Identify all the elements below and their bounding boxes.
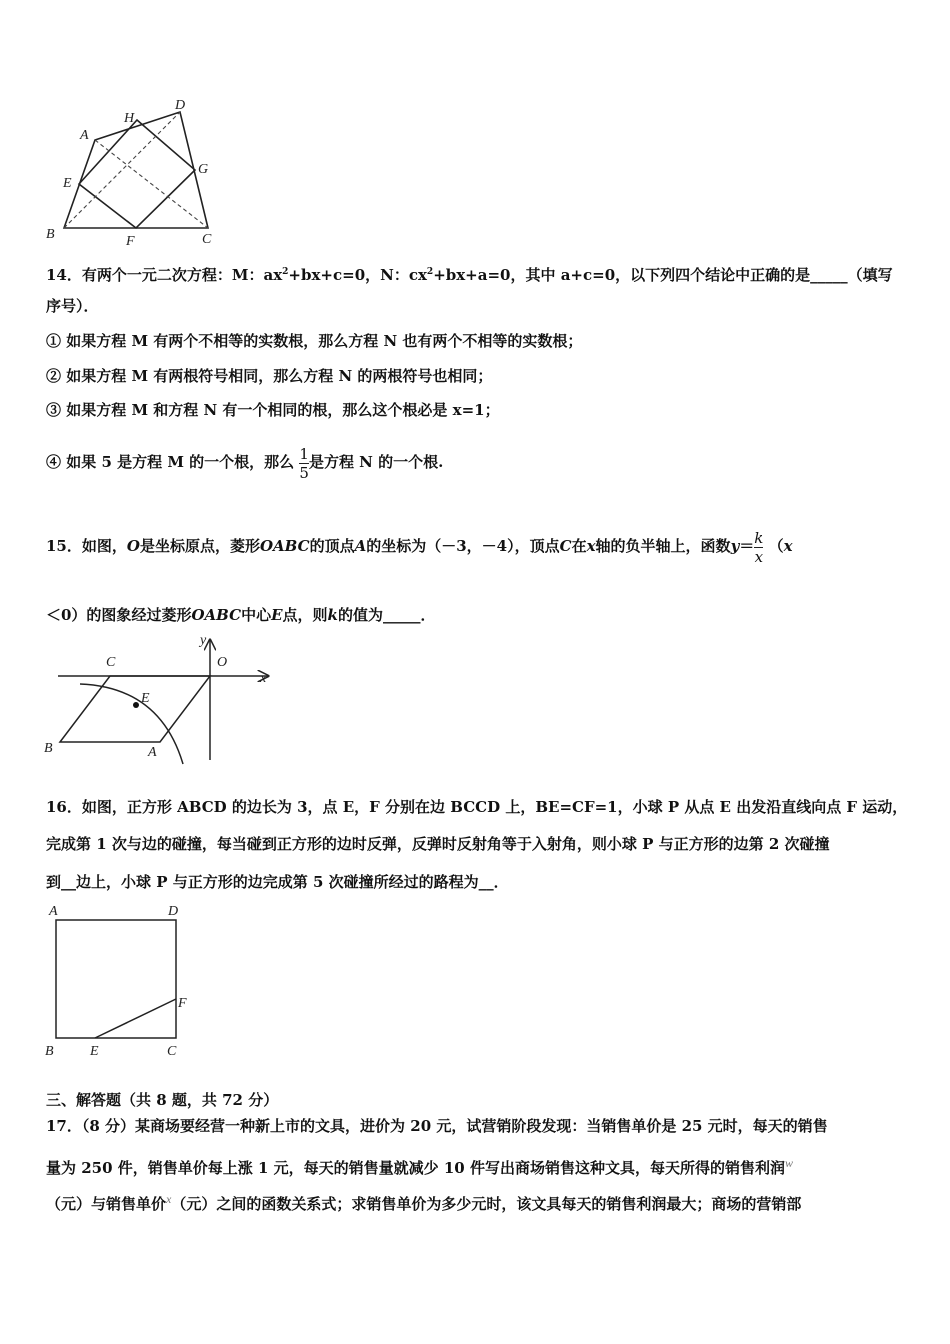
q14-sup1: 2	[282, 267, 289, 277]
figure-quadrilateral	[40, 95, 230, 250]
label-g: G	[198, 162, 209, 177]
label-f: F	[126, 234, 135, 249]
fraction-k-over-x	[754, 529, 763, 566]
label-d: D	[175, 98, 186, 113]
label-b: B	[44, 741, 53, 756]
figure-rhombus-axes	[40, 632, 280, 772]
label-h: H	[124, 111, 135, 126]
q15-e: E	[271, 606, 283, 624]
label-c: C	[202, 232, 212, 247]
q17-line2	[46, 1153, 793, 1178]
label-a: A	[49, 904, 58, 919]
q17-line3	[46, 1189, 801, 1214]
fraction-k: k	[754, 528, 764, 547]
q14-line2: 序号）．	[46, 297, 99, 315]
label-f: F	[178, 996, 187, 1011]
q14-intro: 14．有两个一元二次方程：M：ax	[46, 266, 283, 284]
fraction-one-fifth	[299, 445, 309, 482]
q17-l2: 量为 250 件，销售单价每上涨 1 元，每天的销售量就减少 10 件写出商场销售这种文具，每天所得的销售利润	[46, 1159, 785, 1177]
q15-t3: 的顶点	[309, 537, 355, 555]
q17-l3b: （元）之间的函数关系式；求销售单价为多少元时，该文具每天的销售利润最大；商场的营销部	[171, 1195, 802, 1213]
q15-line1	[46, 522, 793, 570]
q17-w: w	[784, 1156, 793, 1170]
q14-opt4-text-b: 是方程 N 的一个根.	[308, 453, 444, 471]
q15-t5: 在	[571, 537, 587, 555]
q15-oabc: OABC	[259, 537, 310, 555]
q15-k: k	[327, 606, 338, 624]
q15-line2	[46, 605, 435, 625]
figure-square	[40, 898, 200, 1063]
label-e: E	[90, 1044, 99, 1059]
section-title: 三、解答题（共 8 题，共 72 分）	[46, 1091, 279, 1109]
label-x: x	[260, 671, 267, 686]
q15-l2d: 的值为_____．	[337, 606, 436, 624]
q15-t2: 是坐标原点，菱形	[139, 537, 260, 555]
fraction-denominator: 5	[299, 463, 309, 482]
label-a: A	[148, 745, 157, 760]
q15-t1: 15．如图，	[46, 537, 127, 555]
q16-line1: 16．如图，正方形 ABCD 的边长为 3，点 E，F 分别在边 BCCD 上，BE=CF=1，小球 P 从点 E 出发沿直线向点 F 运动，	[46, 798, 908, 816]
q15-oabc2: OABC	[191, 606, 242, 624]
label-b: B	[45, 1044, 54, 1059]
q15-o: O	[126, 537, 140, 555]
fraction-x: x	[754, 547, 764, 566]
q15-x: x	[586, 537, 596, 555]
q15-t6: 轴的负半轴上，函数	[595, 537, 731, 555]
q15-eq: ＝	[739, 537, 755, 555]
q15-x2: x	[783, 537, 793, 555]
q15-l2b: 中心	[241, 606, 272, 624]
label-a: A	[80, 128, 89, 143]
q15-t7: （	[768, 537, 784, 555]
q14-intro2: +bx+c=0，N：cx	[288, 266, 427, 284]
q14-sup2: 2	[426, 267, 434, 277]
q15-l2c: 点，则	[282, 606, 328, 624]
q15-y: y	[730, 537, 740, 555]
label-d: D	[168, 904, 179, 919]
q17-x: x	[166, 1192, 172, 1206]
q14-line1	[46, 262, 893, 285]
q14-option-1: ① 如果方程 M 有两个不相等的实数根，那么方程 N 也有两个不相等的实数根；	[46, 332, 583, 350]
q14-opt4-text-a: ④ 如果 5 是方程 M 的一个根，那么	[46, 453, 295, 471]
q17-line1: 17．（8 分）某商场要经营一种新上市的文具，进价为 20 元，试营销阶段发现：当销售单价是 25 元时，每天的销售	[46, 1117, 828, 1135]
q14-option-4	[46, 440, 443, 484]
q17-l3a: （元）与销售单价	[46, 1195, 167, 1213]
q14-option-3: ③ 如果方程 M 和方程 N 有一个相同的根，那么这个根必是 x=1；	[46, 401, 500, 419]
label-b: B	[46, 227, 55, 242]
fraction-numerator: 1	[299, 444, 309, 463]
label-e: E	[63, 176, 72, 191]
label-e: E	[141, 691, 150, 706]
q15-t4: 的坐标为（－3，－4），顶点	[366, 537, 560, 555]
point-e	[133, 702, 139, 708]
q16-line3: 到__边上，小球 P 与正方形的边完成第 5 次碰撞所经过的路程为__．	[46, 873, 509, 891]
q15-c: C	[559, 537, 572, 555]
label-c: C	[167, 1044, 177, 1059]
q15-a: A	[354, 537, 367, 555]
q15-l2a: ＜0）的图象经过菱形	[46, 606, 192, 624]
label-y: y	[200, 633, 207, 648]
q14-intro3: +bx+a=0，其中 a+c=0，以下列四个结论中正确的是_____（填写	[433, 266, 893, 284]
q16-line2: 完成第 1 次与边的碰撞，每当碰到正方形的边时反弹，反弹时反射角等于入射角，则小球 P 与正方形的边第 2 次碰撞	[46, 835, 830, 853]
label-o: O	[217, 655, 228, 670]
label-c: C	[106, 655, 116, 670]
q14-option-2: ② 如果方程 M 有两根符号相同，那么方程 N 的两根符号也相同；	[46, 367, 493, 385]
